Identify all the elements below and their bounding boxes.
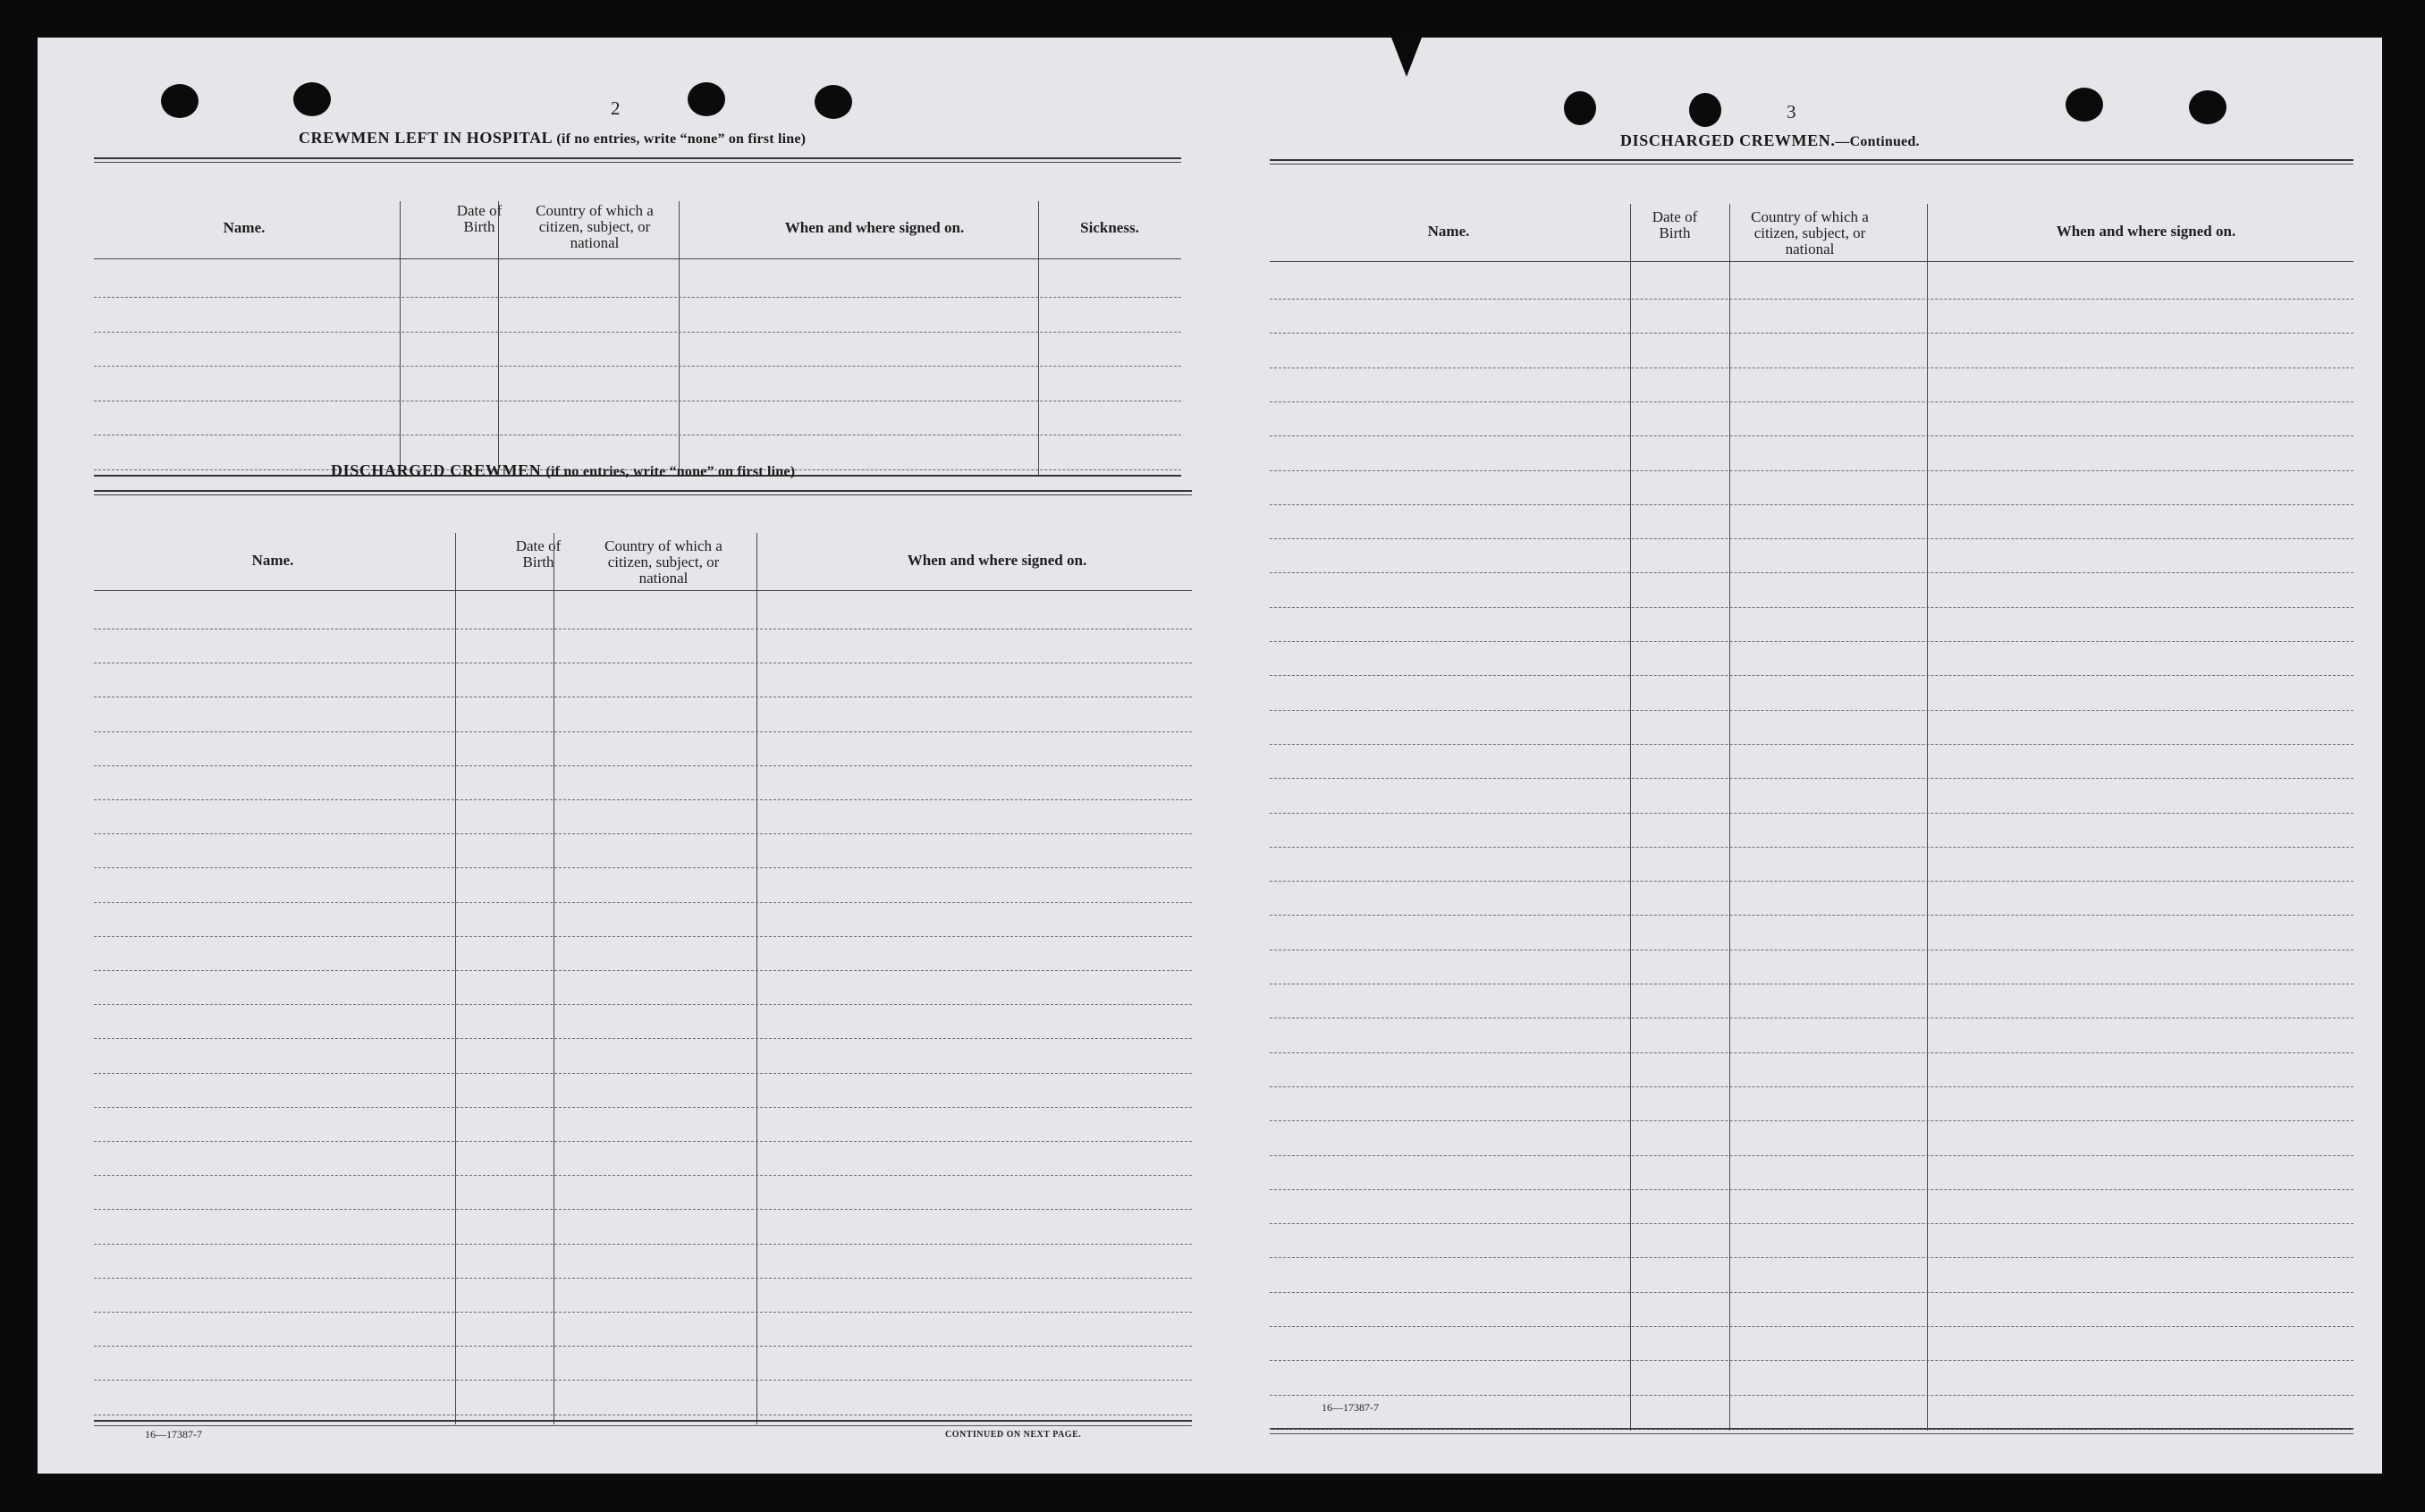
form-code-right: 16—17387-7 bbox=[1322, 1401, 1379, 1414]
hospital-section-title: CREWMEN LEFT IN HOSPITAL (if no entries, write “none” on first line) bbox=[299, 129, 807, 147]
entry-line[interactable] bbox=[94, 833, 1192, 834]
col-header-sickness: Sickness. bbox=[1080, 219, 1139, 236]
punch-hole bbox=[688, 82, 725, 116]
entry-line[interactable] bbox=[94, 970, 1192, 971]
discharged-table-right bbox=[1270, 159, 2353, 1436]
column-divider bbox=[455, 533, 456, 1424]
col-header-country: Country of which a citizen, subject, or national bbox=[604, 537, 722, 587]
entry-line[interactable] bbox=[1270, 470, 2353, 471]
paper-notch bbox=[1391, 38, 1422, 77]
page-number-right: 3 bbox=[1787, 101, 1796, 122]
col-header-date-of-birth: Date of Birth bbox=[456, 202, 503, 235]
entry-line[interactable] bbox=[1270, 744, 2353, 745]
entry-line[interactable] bbox=[94, 765, 1192, 766]
table-top-rule bbox=[94, 490, 1192, 492]
entry-line[interactable] bbox=[1270, 538, 2353, 539]
table-top-rule bbox=[94, 157, 1181, 159]
discharged-section-title: DISCHARGED CREWMEN (if no entries, write “none” on first line) bbox=[331, 461, 796, 479]
header-rule bbox=[94, 258, 1181, 259]
entry-line[interactable] bbox=[94, 1278, 1192, 1279]
entry-line[interactable] bbox=[94, 731, 1192, 732]
entry-line[interactable] bbox=[1270, 1052, 2353, 1053]
entry-line[interactable] bbox=[1270, 607, 2353, 608]
entry-line[interactable] bbox=[94, 1073, 1192, 1074]
table-top-rule bbox=[94, 162, 1181, 163]
table-bottom-rule bbox=[1270, 1433, 2353, 1434]
entry-line[interactable] bbox=[1270, 915, 2353, 916]
header-rule bbox=[1270, 261, 2353, 262]
entry-line[interactable] bbox=[1270, 1360, 2353, 1361]
header-rule bbox=[94, 590, 1192, 591]
entry-line[interactable] bbox=[94, 1244, 1192, 1245]
hospital-table bbox=[94, 157, 1181, 477]
document-sheet bbox=[38, 38, 2382, 1474]
form-code-left: 16—17387-7 bbox=[145, 1428, 202, 1440]
col-header-signed-on: When and where signed on. bbox=[2056, 223, 2236, 240]
punch-hole bbox=[815, 85, 852, 119]
punch-hole bbox=[1689, 93, 1721, 127]
entry-line[interactable] bbox=[94, 799, 1192, 800]
entry-line[interactable] bbox=[1270, 710, 2353, 711]
entry-line[interactable] bbox=[94, 1038, 1192, 1039]
entry-line[interactable] bbox=[1270, 572, 2353, 573]
col-header-date-of-birth: Date of Birth bbox=[1652, 208, 1698, 241]
entry-line[interactable] bbox=[1270, 1395, 2353, 1396]
entry-line[interactable] bbox=[1270, 367, 2353, 368]
discharged-table-left bbox=[94, 490, 1192, 1424]
entry-line[interactable] bbox=[1270, 881, 2353, 882]
table-bottom-rule bbox=[94, 1425, 1192, 1426]
entry-line[interactable] bbox=[1270, 504, 2353, 505]
punch-hole bbox=[1564, 91, 1596, 125]
table-top-rule bbox=[1270, 159, 2353, 161]
entry-line[interactable] bbox=[1270, 1257, 2353, 1258]
entry-line[interactable] bbox=[1270, 299, 2353, 300]
entry-line[interactable] bbox=[1270, 847, 2353, 848]
entry-line[interactable] bbox=[1270, 1223, 2353, 1224]
continued-note: CONTINUED ON NEXT PAGE. bbox=[945, 1430, 1082, 1440]
entry-line[interactable] bbox=[1270, 641, 2353, 642]
entry-line[interactable] bbox=[1270, 778, 2353, 779]
entry-line[interactable] bbox=[94, 867, 1192, 868]
col-header-name: Name. bbox=[223, 219, 266, 236]
page-number-left: 2 bbox=[611, 97, 621, 119]
punch-hole bbox=[2066, 88, 2103, 122]
entry-line[interactable] bbox=[1270, 1292, 2353, 1293]
col-header-name: Name. bbox=[1427, 223, 1470, 240]
entry-line[interactable] bbox=[94, 297, 1181, 298]
column-divider bbox=[756, 533, 757, 1424]
entry-line[interactable] bbox=[1270, 333, 2353, 334]
col-header-name: Name. bbox=[251, 552, 294, 569]
table-bottom-rule bbox=[94, 1420, 1192, 1422]
entry-line[interactable] bbox=[1270, 435, 2353, 436]
entry-line[interactable] bbox=[1270, 1326, 2353, 1327]
punch-hole bbox=[161, 84, 199, 118]
col-header-country: Country of which a citizen, subject, or national bbox=[536, 202, 654, 251]
col-header-signed-on: When and where signed on. bbox=[907, 552, 1087, 569]
entry-line[interactable] bbox=[94, 366, 1181, 367]
entry-line[interactable] bbox=[94, 1175, 1192, 1176]
entry-line[interactable] bbox=[94, 1380, 1192, 1381]
entry-line[interactable] bbox=[94, 1107, 1192, 1108]
entry-line[interactable] bbox=[94, 1346, 1192, 1347]
col-header-country: Country of which a citizen, subject, or national bbox=[1751, 208, 1869, 258]
punch-hole bbox=[2189, 90, 2226, 124]
table-top-rule bbox=[94, 494, 1192, 495]
entry-line[interactable] bbox=[94, 332, 1181, 333]
entry-line[interactable] bbox=[1270, 1086, 2353, 1087]
table-top-rule bbox=[1270, 164, 2353, 165]
entry-line[interactable] bbox=[94, 1312, 1192, 1313]
entry-line[interactable] bbox=[94, 1209, 1192, 1210]
col-header-date-of-birth: Date of Birth bbox=[515, 537, 562, 570]
column-divider bbox=[553, 533, 554, 1424]
entry-line[interactable] bbox=[94, 1004, 1192, 1005]
entry-line[interactable] bbox=[1270, 1429, 2353, 1430]
entry-line[interactable] bbox=[1270, 1155, 2353, 1156]
entry-line[interactable] bbox=[1270, 1189, 2353, 1190]
punch-hole bbox=[293, 82, 331, 116]
entry-line[interactable] bbox=[94, 1141, 1192, 1142]
column-divider bbox=[1729, 204, 1730, 1431]
discharged-continued-title: DISCHARGED CREWMEN.—Continued. bbox=[1620, 131, 1920, 149]
entry-line[interactable] bbox=[1270, 675, 2353, 676]
entry-line[interactable] bbox=[94, 936, 1192, 937]
column-divider bbox=[1630, 204, 1631, 1431]
col-header-signed-on: When and where signed on. bbox=[784, 219, 965, 236]
entry-line[interactable] bbox=[1270, 1120, 2353, 1121]
entry-line[interactable] bbox=[1270, 813, 2353, 814]
column-divider bbox=[1927, 204, 1928, 1431]
entry-line[interactable] bbox=[94, 902, 1192, 903]
entry-line[interactable] bbox=[1270, 401, 2353, 402]
